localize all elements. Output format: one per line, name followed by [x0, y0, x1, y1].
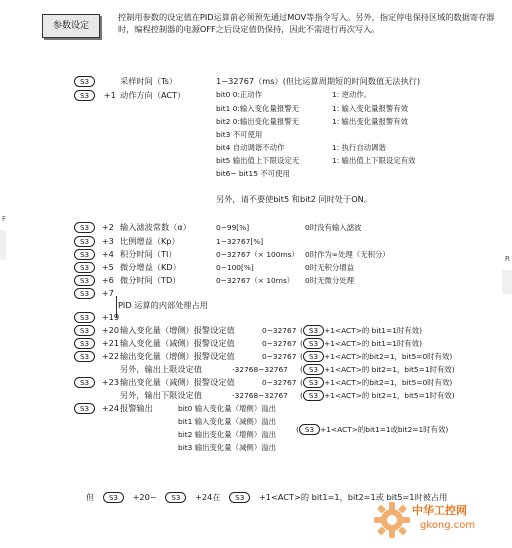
offset-label: +22: [101, 351, 120, 361]
s3-tag: S3: [74, 403, 95, 414]
s3-tag: S3: [303, 364, 324, 375]
alarm-range: -32768~32767: [232, 391, 288, 400]
alarm-range: 0~32767: [262, 339, 297, 348]
condition-text: +1<ACT>的bit2=1，bit5=0时有效): [324, 352, 453, 361]
logo-url-text: gkong.com: [420, 520, 476, 531]
row-alarm: [74, 377, 119, 388]
param-name: 积分时间（TI）: [120, 249, 177, 259]
s3-tag: S3: [303, 390, 324, 401]
offset-label: +20: [101, 325, 120, 335]
sampling-time-label: 采样时间（Ts）: [120, 76, 178, 86]
alarm-name: 另外，输出上限设定值: [120, 364, 202, 374]
row-alarm: [74, 338, 119, 349]
bit-right: 1: 逆动作。: [332, 90, 372, 99]
footer-prefix: 但: [86, 492, 95, 502]
bit-left: bit6~ bit15 不可使用: [216, 169, 290, 178]
s3-tag: S3: [74, 338, 95, 349]
footer-part2: +24在: [195, 492, 221, 502]
s3-tag: S3: [74, 249, 95, 260]
param-note: 0时作为∞处理（无积分）: [305, 250, 390, 259]
bit-right: 1: 输出变化量报警有效: [332, 117, 409, 126]
offset-label: +2: [101, 222, 114, 232]
s3-tag: S3: [74, 236, 95, 247]
alarm-condition: ( S3 +1<ACT>的 bit1=1时有效): [300, 339, 422, 348]
s3-tag: S3: [303, 338, 324, 349]
intro-paragraph: 控制用参数的设定值在PID运算前必须预先通过MOV等指令写入。另外，指定停电保持区域的数据寄存器时，编程控制器的电源OFF之后设定值仍保持，因此不需进行再次写入。: [118, 12, 495, 34]
left-page-edge: [0, 230, 6, 260]
param-note: 0时无微分处理: [305, 276, 355, 285]
sampling-time-desc: 1~32767（ms）(但比运算周期短的时间数值无法执行): [216, 76, 421, 86]
bit-right: 1: 输入变化量报警有效: [332, 104, 409, 113]
offset-label: +23: [101, 377, 120, 387]
offset-label: +6: [101, 275, 114, 285]
offset-label: +19: [101, 312, 120, 322]
row-internal-start: [74, 288, 114, 299]
s3-tag: S3: [74, 312, 95, 323]
row-alarm: [74, 325, 119, 336]
alarm-range: -32768~32767: [232, 365, 288, 374]
param-range: 0~100[%]: [216, 263, 254, 272]
s3-tag: S3: [74, 76, 95, 87]
bit-right: 1: 输出值上下限设定有效: [332, 156, 416, 165]
condition-text: +1<ACT>的 bit2=1，bit5=1时有效): [324, 365, 455, 374]
bit-left: bit1 0:输入变化量报警无: [216, 104, 300, 113]
row-internal-end: [74, 312, 119, 323]
param-note: 0时没有输入滤波: [305, 223, 362, 232]
alarm-condition: ( S3 +1<ACT>的bit2=1，bit5=0时有效): [300, 378, 453, 387]
condition-text: +1<ACT>的 bit1=1时有效): [324, 339, 422, 348]
logo-cn-text: 中华工控网: [412, 504, 467, 517]
alarm-range: 0~32767: [262, 378, 297, 387]
condition-text: +1<ACT>的 bit1=1时有效): [324, 326, 422, 335]
right-edge-mark-top: R: [505, 255, 510, 263]
bit-conflict-note: 另外，请不要使bit5 和bit2 同时处于ON。: [216, 194, 372, 204]
bit-left: bit0 0:正动作: [216, 90, 263, 99]
alarm-bit: bit2 输出变化量（增侧）溢出: [178, 430, 276, 439]
alarm-name: 另外，输出下限设定值: [120, 390, 202, 400]
condition-text: +1<ACT>的 bit2=1，bit5=1时有效): [324, 391, 455, 400]
alarm-name: 输入变化量（减侧）报警设定值: [120, 338, 235, 348]
row-param: [74, 275, 114, 286]
alarm-range: 0~32767: [262, 326, 297, 335]
alarm-condition: ( S3 +1<ACT>的 bit1=1时有效): [300, 326, 422, 335]
s3-tag: S3: [74, 351, 95, 362]
s3-tag: S3: [74, 288, 95, 299]
s3-tag: S3: [165, 492, 186, 503]
param-name: 微分时间（TD）: [120, 275, 181, 285]
s3-tag: S3: [74, 222, 95, 233]
s3-tag: S3: [74, 325, 95, 336]
condition-text: +1<ACT>的bit2=1，bit5=0时有效): [324, 378, 453, 387]
s3-tag: S3: [303, 377, 324, 388]
param-range: 0~99[%]: [216, 223, 250, 232]
s3-tag: S3: [303, 351, 324, 362]
row-action-direction: [74, 90, 116, 101]
alarm-output-label: 报警输出: [120, 403, 153, 413]
s3-tag: S3: [74, 377, 95, 388]
offset-label: +5: [101, 262, 114, 272]
left-edge-mark: F: [2, 215, 7, 223]
gkong-logo: [372, 496, 508, 542]
alarm-bit: bit0 输入变化量（增侧）溢出: [178, 404, 276, 413]
alarm-output-condition: ( S3 +1<ACT>的bit1=1或bit2=1时有效): [296, 425, 449, 434]
bit-left: bit3 不可使用: [216, 130, 263, 139]
s3-tag: S3: [74, 262, 95, 273]
s3-tag: S3: [229, 492, 250, 503]
bit-left: bit4 自动调谐不动作: [216, 143, 285, 152]
alarm-bit: bit1 输入变化量（减侧）溢出: [178, 417, 276, 426]
row-alarm-output: [74, 403, 119, 414]
condition-text: +1<ACT>的bit1=1或bit2=1时有效): [320, 425, 449, 434]
alarm-condition: ( S3 +1<ACT>的bit2=1，bit5=0时有效): [300, 352, 453, 361]
param-range: 0~32767（× 100ms）: [216, 250, 299, 259]
gear-icon: [372, 500, 412, 540]
row-param: [74, 249, 114, 260]
param-name: 比例增益（Kp）: [120, 236, 180, 246]
bit-left: bit5 输出值上下限设定无: [216, 156, 300, 165]
alarm-name: 输入变化量（增侧）报警设定值: [120, 325, 235, 335]
right-page-edge: [502, 270, 512, 294]
action-direction-label: 动作方向（ACT）: [120, 90, 186, 100]
s3-tag: S3: [74, 90, 95, 101]
internal-processing-label: PID 运算的内部处理占用: [118, 300, 208, 310]
alarm-bit: bit3 输出变化量（减侧）溢出: [178, 443, 276, 452]
row-alarm: [74, 351, 119, 362]
alarm-condition: ( S3 +1<ACT>的 bit2=1，bit5=1时有效): [300, 391, 455, 400]
alarm-range: 0~32767: [262, 352, 297, 361]
offset-label: +7: [101, 288, 114, 298]
row-param: [74, 236, 114, 247]
s3-tag: S3: [303, 325, 324, 336]
offset-label: +21: [101, 338, 120, 348]
footer-part1: +20~: [132, 492, 157, 502]
row-param: [74, 262, 114, 273]
bit-left: bit2 0:输出变化量报警无: [216, 117, 300, 126]
s3-tag: S3: [74, 275, 95, 286]
param-note: 0时无积分增益: [305, 263, 355, 272]
alarm-name: 输出变化量（减侧）报警设定值: [120, 377, 235, 387]
offset-label: +1: [103, 90, 116, 100]
bit-right: 1: 执行自动调谐: [332, 143, 386, 152]
alarm-condition: ( S3 +1<ACT>的 bit2=1，bit5=1时有效): [300, 365, 455, 374]
alarm-name: 输出变化量（增侧）报警设定值: [120, 351, 235, 361]
s3-tag: S3: [299, 424, 320, 435]
param-range: 1~32767[%]: [216, 237, 264, 246]
param-range: 0~32767（× 10ms）: [216, 276, 295, 285]
offset-label: +24: [101, 403, 120, 413]
offset-label: +4: [101, 249, 114, 259]
s3-tag: S3: [103, 492, 124, 503]
param-name: 输入滤波常数（α）: [120, 222, 191, 232]
footer-part3: +1<ACT>的 bit1=1，bit2=1或 bit5=1时被占用: [258, 492, 448, 502]
param-name: 微分增益（KD）: [120, 262, 181, 272]
row-param: [74, 222, 114, 233]
offset-label: +3: [101, 236, 114, 246]
parameter-setting-button[interactable]: 参数设定: [42, 14, 100, 38]
row-sampling-time: [74, 76, 95, 87]
